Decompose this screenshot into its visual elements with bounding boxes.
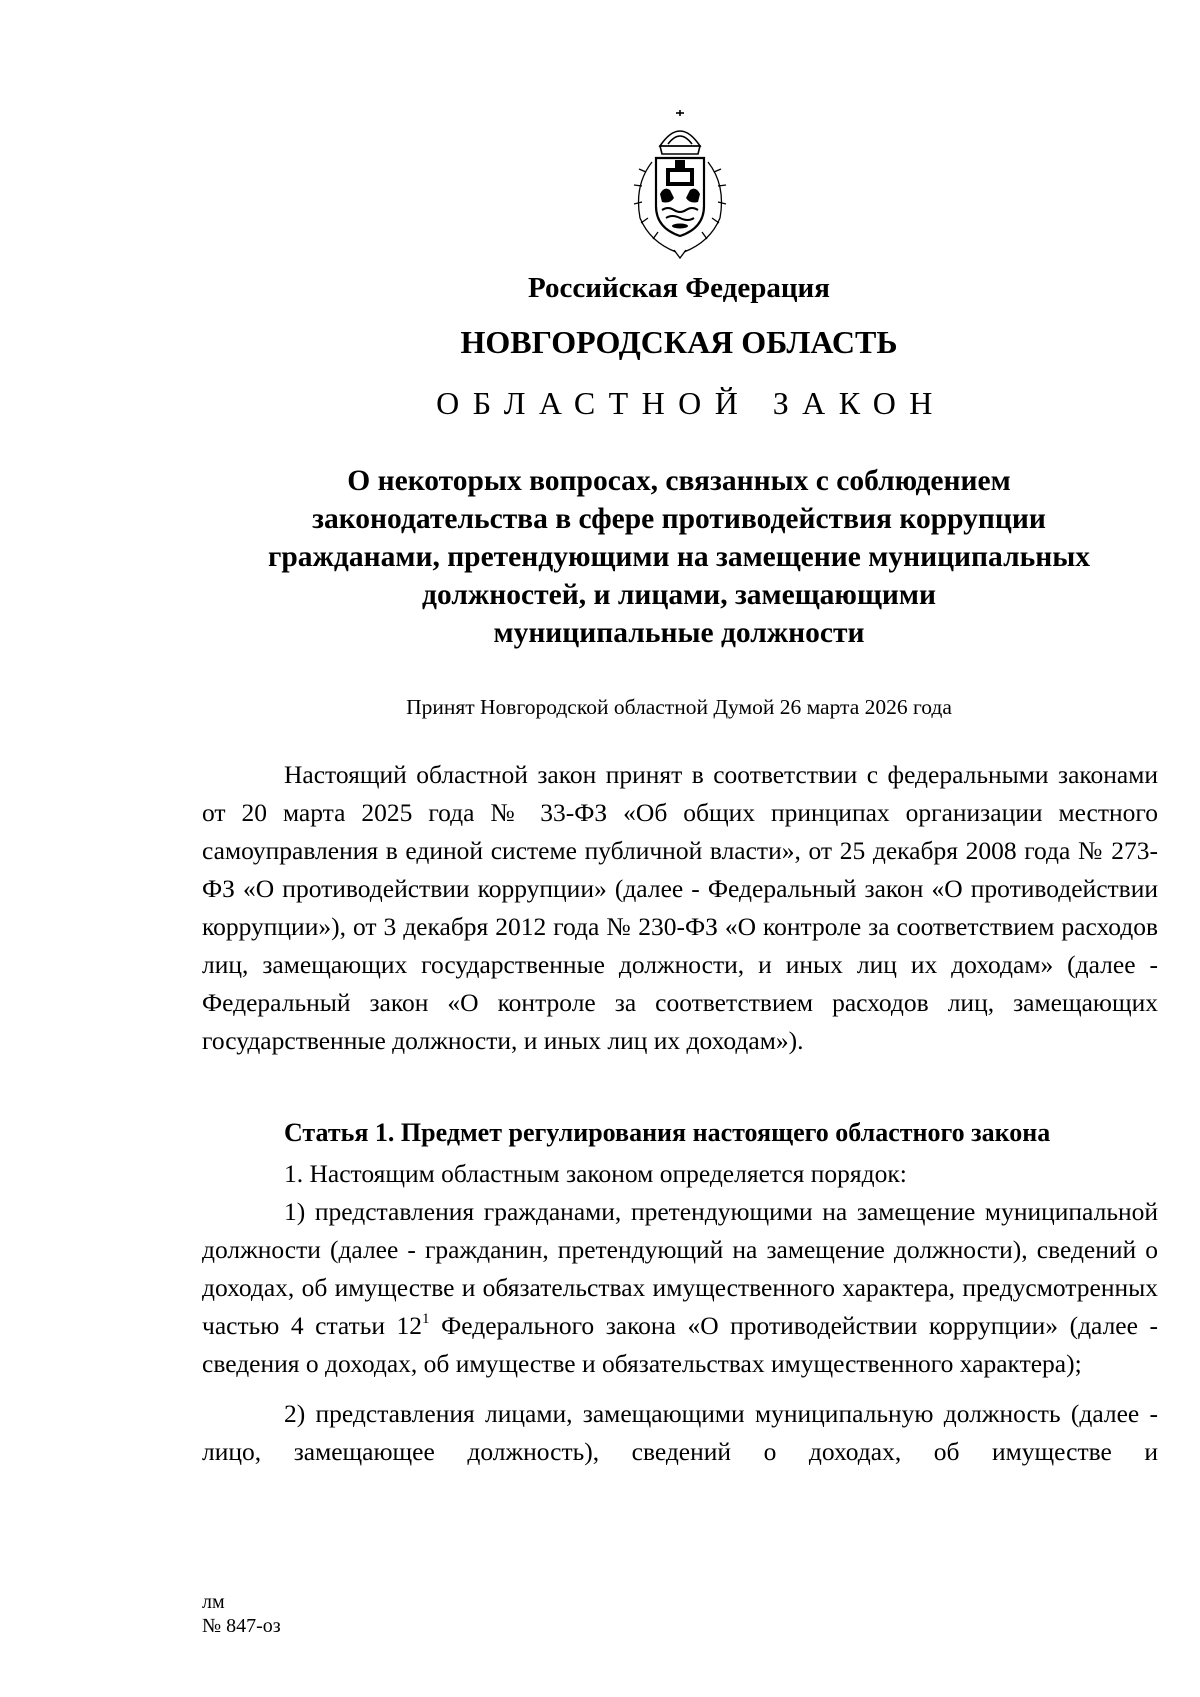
law-title-line: О некоторых вопросах, связанных с соблюдением xyxy=(347,465,1011,497)
article-number-superscript: 1 xyxy=(422,1311,430,1327)
article-1-item-1-text: 1) представления гражданами, претендующими на замещение муниципальной должности (далее - гражданин, претендующий на замещение должности), сведений о доходах, об имуществе и обязательствах имущественного характера, предусмотренных частью 4 статьи 12 xyxy=(202,1197,1158,1340)
region-name: НОВГОРОДСКАЯ ОБЛАСТЬ xyxy=(460,324,898,360)
document-type: ОБЛАСТНОЙ ЗАКОН xyxy=(436,385,946,421)
document-footer xyxy=(202,1590,281,1638)
article-1-item-1 xyxy=(202,1193,1158,1383)
law-title-line: муниципальные должности xyxy=(493,617,865,649)
law-title-line: законодательства в сфере противодействия коррупции xyxy=(312,503,1046,535)
law-title-line: гражданами, претендующими на замещение муниципальных xyxy=(267,541,1090,573)
preamble-text: Настоящий областной закон принят в соответствии с федеральными законами от 20 марта 2025 года № 33-ФЗ «Об общих принципах организации местного самоуправления в единой системе публичной власти», от 25 декабря 2008 года № 273-ФЗ «О противодействии коррупции» (далее - Федеральный закон «О противодействии коррупции»), от 3 декабря 2012 года № 230-ФЗ «О контроле за соответствием расходов лиц, замещающих государственные должности, и иных лиц их доходам» (далее - Федеральный закон «О контроле за соответствием расходов лиц, замещающих государственные должности, и иных лиц их доходам»). xyxy=(202,760,1158,1055)
executor-initials: лм xyxy=(202,1591,225,1613)
law-title-line: должностей, и лицами, замещающими xyxy=(422,579,936,611)
article-1-body xyxy=(202,1155,1158,1471)
adoption-note: Принят Новгородской областной Думой 26 марта 2026 года xyxy=(406,695,952,719)
article-1-item-1-text-cont: Федерального закона «О противодействии коррупции» (далее - сведения о доходах, об имуществе и обязательствах имущественного характера); xyxy=(202,1311,1158,1378)
federation-name: Российская Федерация xyxy=(528,272,830,304)
law-number: № 847-оз xyxy=(202,1615,281,1637)
novgorod-coat-of-arms-icon xyxy=(620,110,740,260)
preamble xyxy=(202,756,1158,1060)
article-1-intro: 1. Настоящим областным законом определяется порядок: xyxy=(284,1159,907,1188)
article-1-item-2: 2) представления лицами, замещающими муниципальную должность (далее - лицо, замещающее должность), сведений о доходах, об имуществе и xyxy=(202,1399,1158,1466)
law-title xyxy=(190,462,1168,652)
article-1-heading: Статья 1. Предмет регулирования настоящего областного закона xyxy=(284,1118,1051,1147)
